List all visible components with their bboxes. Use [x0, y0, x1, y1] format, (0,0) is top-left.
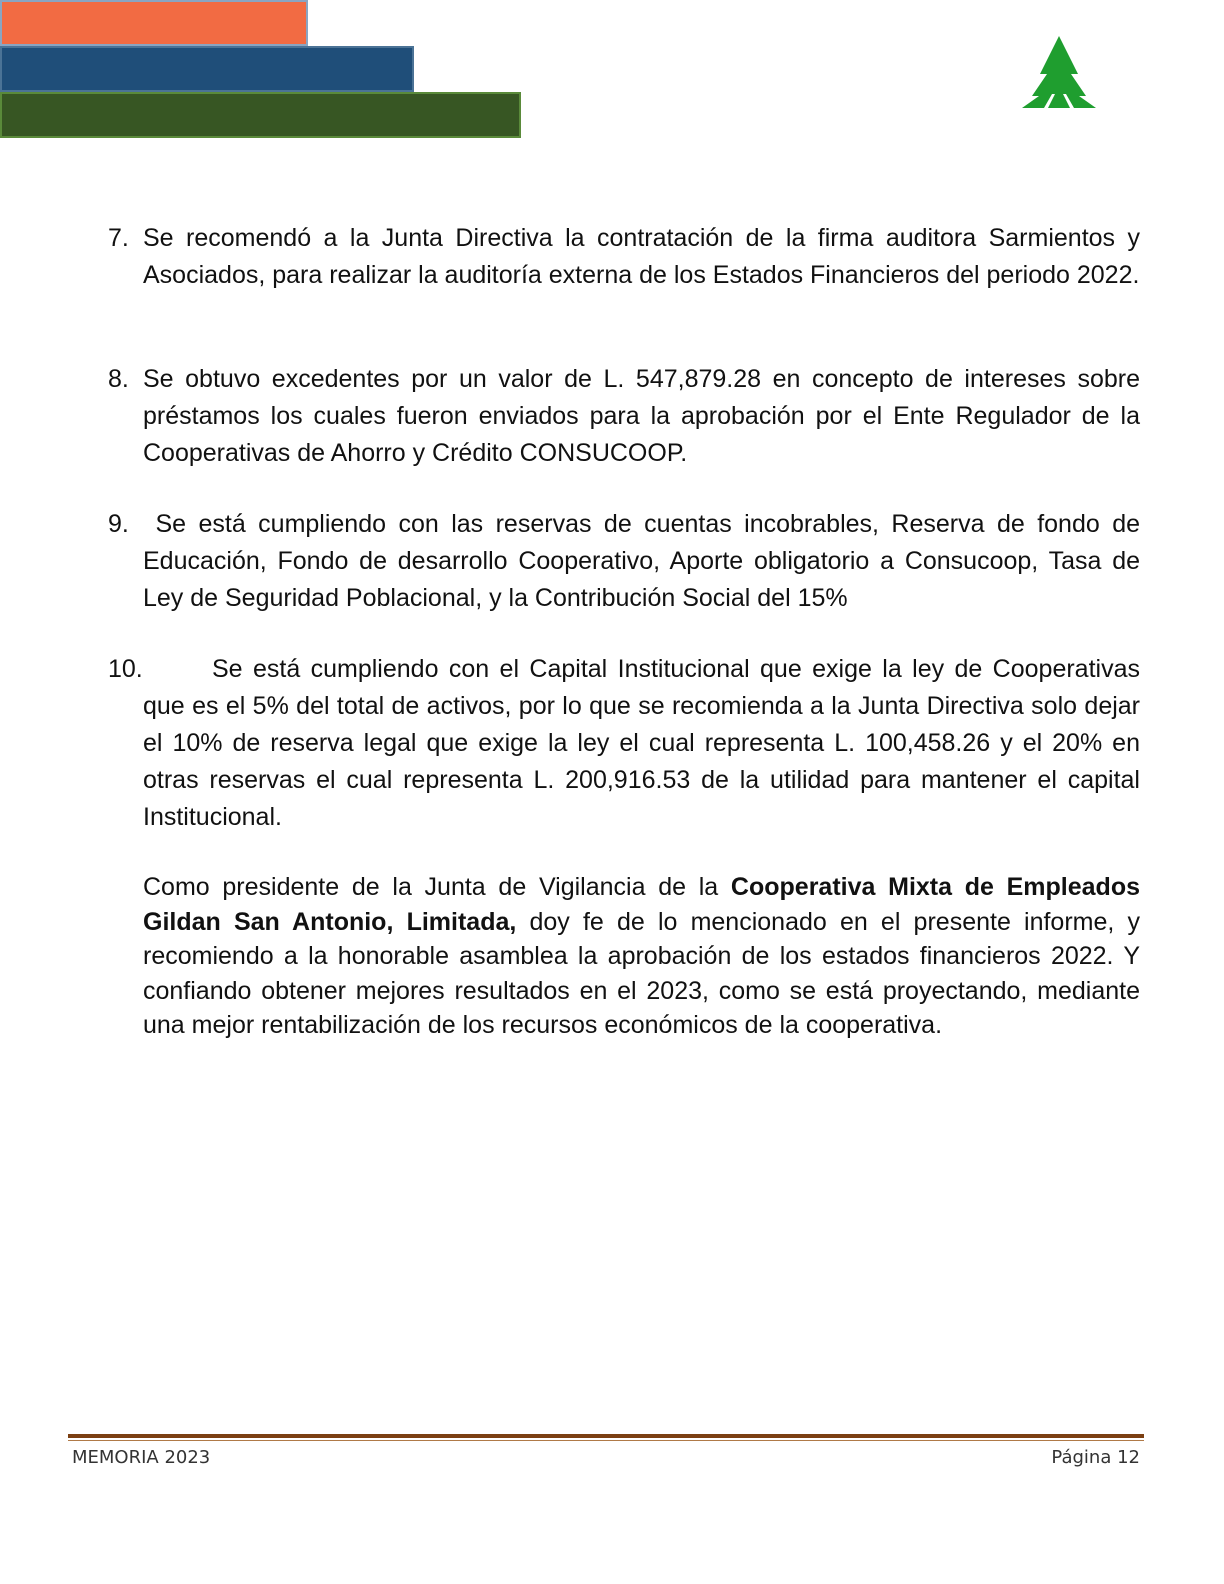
header-bar-orange: [0, 0, 308, 46]
list-item: [108, 220, 1140, 294]
document-body: [108, 220, 1147, 1043]
list-item-text: Se recomendó a la Junta Directiva la contratación de la firma auditora Sarmientos y Asociados, para realizar la auditoría externa de los Estados Financieros del periodo 2022.: [143, 224, 1140, 289]
cooperative-name: Cooperativa Mixta de Empleados Gildan San Antonio, Limitada,: [143, 873, 1140, 936]
header-bar-blue: [0, 46, 414, 92]
list-item-text: Se está cumpliendo con el Capital Institucional que exige la ley de Cooperativas que es el 5% del total de activos, por lo que se recomienda a la Junta Directiva solo dejar el 10% de reserva legal que exige la ley el cual representa L. 100,458.26 y el 20% en otras reservas el cual representa L. 200,916.53 de la utilidad para mantener el capital Institucional.: [143, 655, 1140, 831]
list-item-number: 9.: [108, 510, 129, 538]
footer-title: MEMORIA 2023: [72, 1447, 211, 1468]
logo-svg: [1018, 34, 1102, 112]
list-item: [108, 651, 1140, 836]
list-item-number: 7.: [108, 224, 129, 252]
list-item: [108, 506, 1147, 617]
footer-rule: [68, 1434, 1144, 1438]
logo-shape: [1022, 36, 1096, 108]
list-item-text: Se está cumpliendo con las reservas de cuentas incobrables, Reserva de fondo de Educación, Fondo de desarrollo Cooperativo, Aporte obligatorio a Consucoop, Tasa de Ley de Seguridad Poblacional, y la Contribución Social del 15%: [143, 510, 1147, 612]
footer-rule-thin: [68, 1440, 1144, 1441]
list-item: [108, 361, 1140, 472]
closing-text-after: doy fe de lo mencionado en el presente informe, y recomiendo a la honorable asamblea la aprobación de los estados financieros 2022. Y confiando obtener mejores resultados en el 2023, como se está proyectando, mediante una mejor rentabilización de los recursos económicos de la cooperativa.: [143, 907, 1147, 1039]
list-item-text: Se obtuvo excedentes por un valor de L. 547,879.28 en concepto de intereses sobre préstamos los cuales fueron enviados para la aprobación por el Ente Regulador de la Cooperativas de Ahorro y Crédito CONSUCOOP.: [143, 365, 1140, 467]
page-number: Página 12: [1051, 1447, 1140, 1468]
list-item-number: 8.: [108, 365, 129, 393]
green-tree-a-logo-icon: [1018, 34, 1102, 112]
list-item-number: 10.: [108, 655, 143, 683]
closing-text-before: Como presidente de la Junta de Vigilancia de la: [143, 873, 731, 901]
closing-paragraph: [108, 870, 1147, 1043]
header-bar-green: [0, 92, 521, 138]
